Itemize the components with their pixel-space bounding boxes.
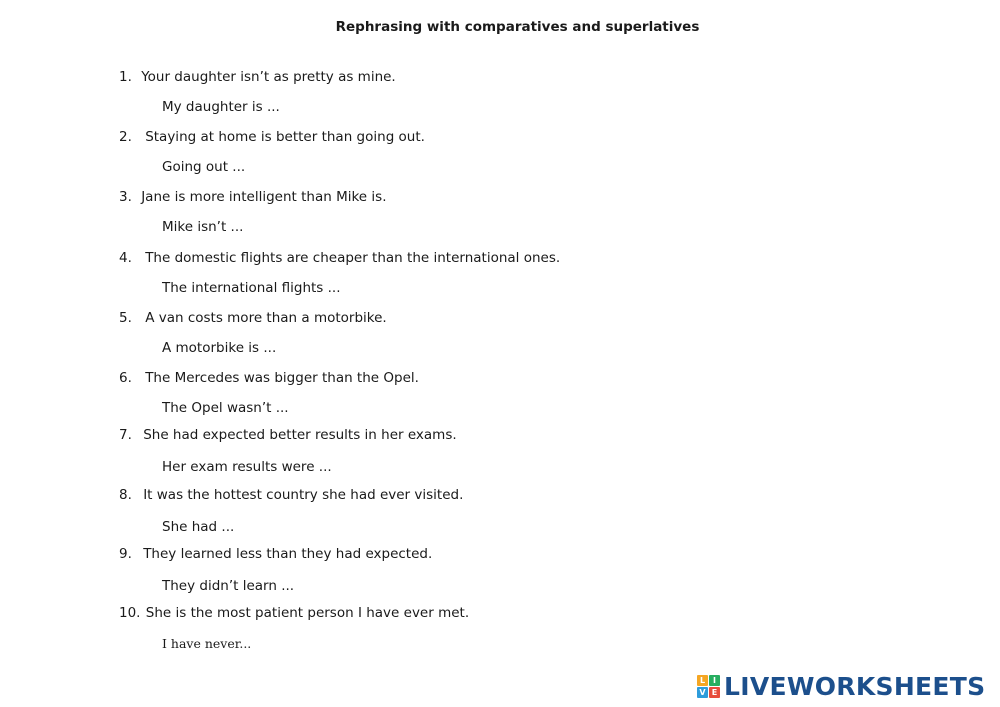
question-sentence: She is the most patient person I have ever met.: [145, 605, 470, 621]
question-number: 2.: [119, 129, 132, 145]
question-5: [119, 310, 387, 326]
answer-prompt-1: My daughter is ...: [162, 99, 280, 115]
answer-prompt-6: The Opel wasn’t ...: [162, 400, 289, 416]
answer-prompt-2: Going out ...: [162, 159, 246, 175]
logo-block: I: [709, 675, 720, 686]
question-sentence: It was the hottest country she had ever visited.: [143, 487, 464, 503]
answer-prompt-3: Mike isn’t ...: [162, 219, 244, 235]
logo-text: LIVEWORKSHEETS: [724, 672, 986, 701]
question-number: 7.: [119, 427, 132, 443]
question-1: [119, 69, 396, 85]
question-sentence: They learned less than they had expected.: [143, 546, 433, 562]
question-sentence: Jane is more intelligent than Mike is.: [141, 189, 387, 205]
question-number: 4.: [119, 250, 132, 266]
question-6: [119, 370, 419, 386]
logo-blocks-icon: [697, 675, 721, 699]
question-8: [119, 487, 463, 503]
answer-prompt-5: A motorbike is ...: [162, 340, 277, 356]
question-sentence: The domestic flights are cheaper than the international ones.: [145, 250, 561, 266]
question-number: 8.: [119, 487, 132, 503]
question-number: 3.: [119, 189, 132, 205]
question-sentence: A van costs more than a motorbike.: [145, 310, 387, 326]
question-number: 6.: [119, 370, 132, 386]
logo-block: L: [697, 675, 708, 686]
question-3: [119, 189, 386, 205]
question-sentence: She had expected better results in her exams.: [143, 427, 457, 443]
answer-prompt-7: Her exam results were ...: [162, 459, 332, 475]
question-sentence: Staying at home is better than going out.: [145, 129, 425, 145]
question-4: [119, 250, 560, 266]
question-10: [119, 605, 469, 621]
page-title: Rephrasing with comparatives and superlatives: [335, 19, 700, 35]
answer-prompt-10: I have never...: [162, 636, 252, 651]
logo-block: E: [709, 687, 720, 698]
liveworksheets-logo: [697, 673, 985, 701]
question-number: 5.: [119, 310, 132, 326]
question-sentence: The Mercedes was bigger than the Opel.: [145, 370, 419, 386]
question-sentence: Your daughter isn’t as pretty as mine.: [141, 69, 396, 85]
question-9: [119, 546, 432, 562]
answer-prompt-4: The international flights ...: [162, 280, 341, 296]
question-number: 1.: [119, 69, 132, 85]
answer-prompt-9: They didn’t learn ...: [162, 578, 295, 594]
question-number: 10.: [119, 605, 141, 621]
question-2: [119, 129, 425, 145]
question-7: [119, 427, 457, 443]
logo-block: V: [697, 687, 708, 698]
answer-prompt-8: She had ...: [162, 519, 235, 535]
question-number: 9.: [119, 546, 132, 562]
